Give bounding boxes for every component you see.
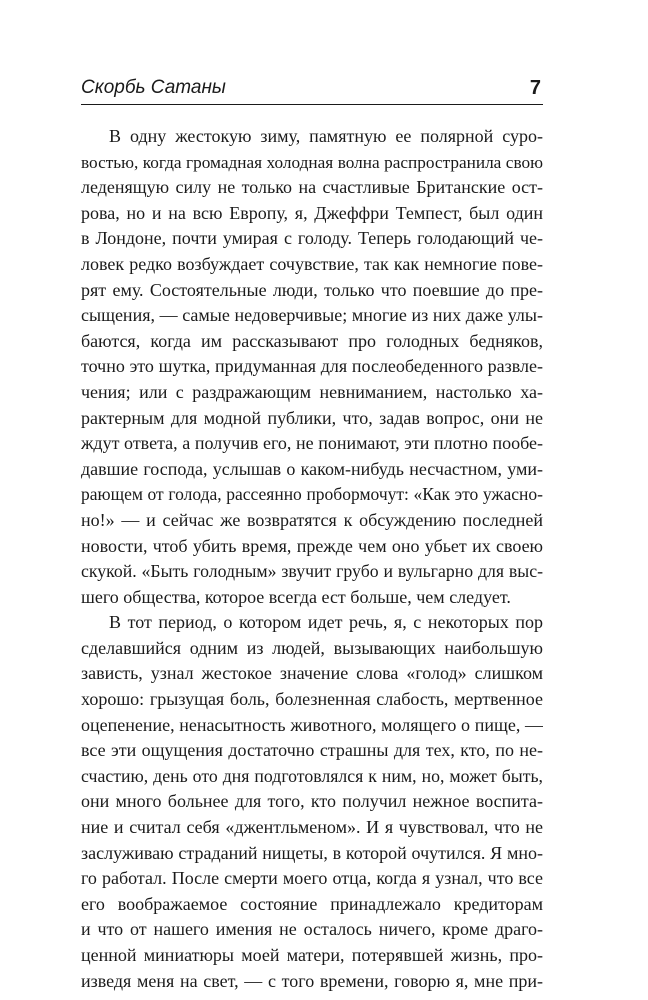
text-line: все эти ощущения достаточно страшны для тех, кто, по не- — [81, 740, 543, 761]
text-line: хорошо: грызущая боль, болезненная слабость, мертвенное — [81, 689, 543, 710]
text-line: но!» — и сейчас же возвратятся к обсуждению последней — [81, 509, 543, 530]
header-rule — [81, 104, 543, 105]
text-line: баются, когда им рассказывают про голодных бедняков, — [81, 330, 543, 351]
text-line: рова, но и на всю Европу, я, Джеффри Темпест, был один — [81, 202, 543, 223]
text-line: зависть, узнал жестокое значение слова «голод» слишком — [81, 663, 543, 684]
text-line: шего общества, которое всегда ест больше, чем следует. — [81, 586, 511, 607]
text-line: в Лондоне, почти умирая с голоду. Теперь голодающий че- — [81, 228, 543, 249]
text-line: ние и считал себя «джентльменом». И я чувствовал, что не — [81, 817, 543, 838]
text-line: В одну жестокую зиму, памятную ее полярной суро- — [109, 126, 543, 146]
running-header — [81, 76, 543, 102]
text-line: го работал. После смерти моего отца, когда я узнал, что все — [81, 868, 543, 889]
text-line: рактерным для модной публики, что, задав вопрос, они не — [81, 407, 543, 428]
text-line: скукой. «Быть голодным» звучит грубо и вульгарно для выс- — [81, 561, 543, 582]
text-line: востью, когда громадная холодная волна распространила свою — [81, 152, 543, 172]
text-line: изведя меня на свет, — с того времени, говорю я, мне при- — [81, 970, 543, 991]
text-line: В тот период, о котором идет речь, я, с некоторых пор — [109, 612, 543, 633]
text-line: счастию, день ото дня подготовлялся к ним, но, может быть, — [81, 765, 543, 786]
text-line: точно это шутка, придуманная для послеобеденного развле- — [81, 356, 543, 377]
text-line: ценной миниатюры моей матери, потерявшей жизнь, про- — [81, 945, 543, 965]
text-line: новости, чтоб убить время, прежде чем оно убьет их своею — [81, 535, 543, 556]
text-line: чения; или с раздражающим невниманием, настолько ха- — [81, 381, 543, 402]
page-number: 7 — [529, 77, 541, 99]
body-text — [81, 124, 543, 994]
text-line: ловек редко возбуждает сочувствие, так как немногие пове- — [81, 253, 543, 274]
text-line: заслуживаю страданий нищеты, в которой очутился. Я мно- — [81, 842, 543, 863]
text-line: рающем от голода, рассеянно пробормочут: «Как это ужасно- — [81, 484, 543, 505]
text-line: и что от нашего имения не осталось ничего, кроме драго- — [81, 919, 543, 940]
running-title: Скорбь Сатаны — [81, 77, 226, 98]
text-line: сделавшийся одним из людей, вызывающих наибольшую — [81, 637, 543, 658]
text-line: ждут ответа, а получив его, не понимают, эти плотно пообе- — [81, 433, 543, 454]
text-line: леденящую силу не только на счастливые Британские ост- — [81, 177, 543, 198]
text-line: они много больнее для того, кто получил нежное воспита- — [81, 791, 543, 812]
text-line: давшие господа, услышав о каком-нибудь несчастном, уми- — [81, 458, 543, 479]
text-line: рят ему. Состоятельные люди, только что поевшие до пре- — [81, 279, 543, 300]
text-line: его воображаемое состояние принадлежало кредиторам — [81, 893, 543, 914]
text-line: оцепенение, ненасытность животного, молящего о пище, — — [81, 714, 543, 735]
text-line: сыщения, — самые недоверчивые; многие из них даже улы- — [81, 305, 543, 326]
